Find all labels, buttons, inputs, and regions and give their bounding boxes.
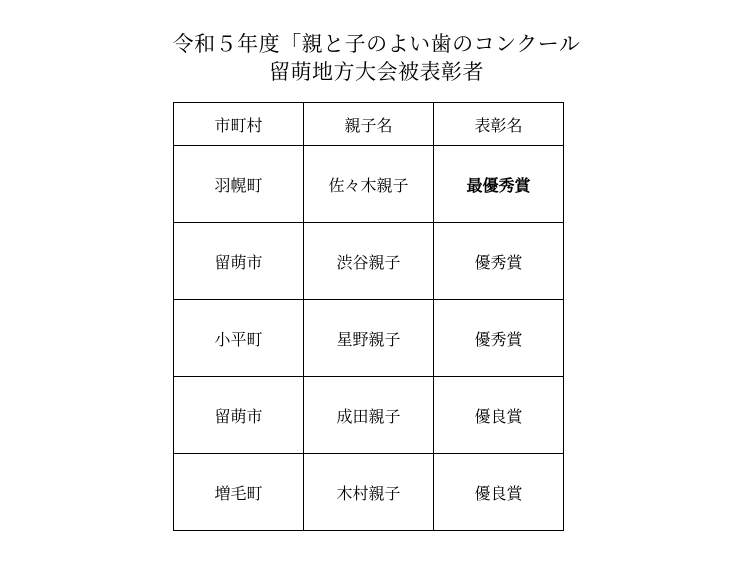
column-header-award-name: 表彰名: [434, 103, 564, 146]
municipality-cell: 留萌市: [174, 377, 304, 454]
table-row: [174, 377, 564, 454]
table-row: [174, 454, 564, 531]
document-title-line-2: 留萌地方大会被表彰者: [269, 60, 484, 84]
municipality-cell: 留萌市: [174, 223, 304, 300]
table-row: [174, 300, 564, 377]
family-name-cell: 木村親子: [304, 454, 434, 531]
awardee-table: [173, 102, 564, 531]
table-row: [174, 223, 564, 300]
award-name-cell: 最優秀賞: [434, 146, 564, 223]
family-name-cell: 成田親子: [304, 377, 434, 454]
award-name-cell: 優秀賞: [434, 223, 564, 300]
award-name-cell: 優秀賞: [434, 300, 564, 377]
column-header-family-name: 親子名: [304, 103, 434, 146]
column-header-municipality: 市町村: [174, 103, 304, 146]
family-name-cell: 佐々木親子: [304, 146, 434, 223]
award-name-cell: 優良賞: [434, 454, 564, 531]
municipality-cell: 小平町: [174, 300, 304, 377]
document-title-line-1: 令和５年度「親と子のよい歯のコンクール: [172, 32, 581, 56]
municipality-cell: 羽幌町: [174, 146, 304, 223]
award-name-cell: 優良賞: [434, 377, 564, 454]
municipality-cell: 増毛町: [174, 454, 304, 531]
table-row: [174, 146, 564, 223]
family-name-cell: 星野親子: [304, 300, 434, 377]
table-header-row: [174, 103, 564, 146]
family-name-cell: 渋谷親子: [304, 223, 434, 300]
